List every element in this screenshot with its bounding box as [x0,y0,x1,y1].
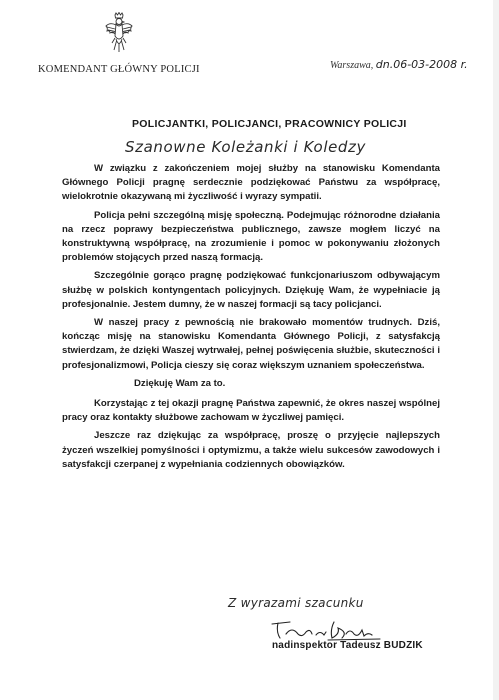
paragraph: Korzystając z tej okazji pragnę Państwa zapewnić, że okres naszej wspólnej pracy oraz kontakty służbowe zachowam w życzliwej pamięci. [62,398,440,424]
paragraph: Szczególnie gorąco pragnę podziękować funkcjonariuszom odbywającym służbę w polskich kontyngentach policyjnych. Dziękuję Wam, że wypełniacie ją profesjonalnie. Jestem dumny, że w naszej formacji są tacy policjanci. [62,270,440,310]
letter-heading: POLICJANTKI, POLICJANCI, PRACOWNICY POLICJI [132,118,407,130]
dateline-date: dn.06-03-2008 r. [375,58,468,71]
polish-eagle-icon [104,12,134,58]
paragraph: Dziękuję Wam za to. [134,377,226,389]
letter-body [62,162,440,476]
paragraph: W związku z zakończeniem mojej służby na stanowisku Komendanta Głównego Policji pragnę serdecznie podziękować Państwu za współpracę, wielokrotnie okazywaną mi życzliwość i wyrazy sympatii. [62,163,440,203]
paragraph: W naszej pracy z pewnością nie brakowało momentów trudnych. Dziś, kończąc misję na stanowisku Komendanta Głównego Policji, z satysfakcją stwierdzam, że dzięki Waszej wytrwałej, pełnej poświęcenia służbie, skuteczności i profesjonalizmowi, Policja cieszy się coraz większym uznaniem społeczeństwa. [62,317,440,371]
signer-name: nadinspektor Tadeusz BUDZIK [272,640,423,651]
letterhead-office-name: KOMENDANT GŁÓWNY POLICJI [38,64,200,75]
page-edge [493,0,499,700]
dateline-place: Warszawa, [330,60,374,71]
paragraph: Policja pełni szczególną misję społeczną. Podejmując różnorodne działania na rzecz poprawy bezpieczeństwa publicznego, zawsze mogłem liczyć na konstruktywną współpracę, na zrozumienie i pomoc w pokonywaniu złożonych problemów stojących przed naszą formacją. [62,209,440,264]
dateline [330,58,468,71]
handwritten-greeting: Szanowne Koleżanki i Koledzy [125,138,366,156]
handwritten-closing: Z wyrazami szacunku [228,596,364,610]
paragraph: Jeszcze raz dziękując za współpracę, proszę o przyjęcie najlepszych życzeń wszelkiej pomyślności i optymizmu, a także wielu sukcesów zawodowych i satysfakcji czerpanej z wypełniania codziennych obowiązków. [62,430,440,470]
